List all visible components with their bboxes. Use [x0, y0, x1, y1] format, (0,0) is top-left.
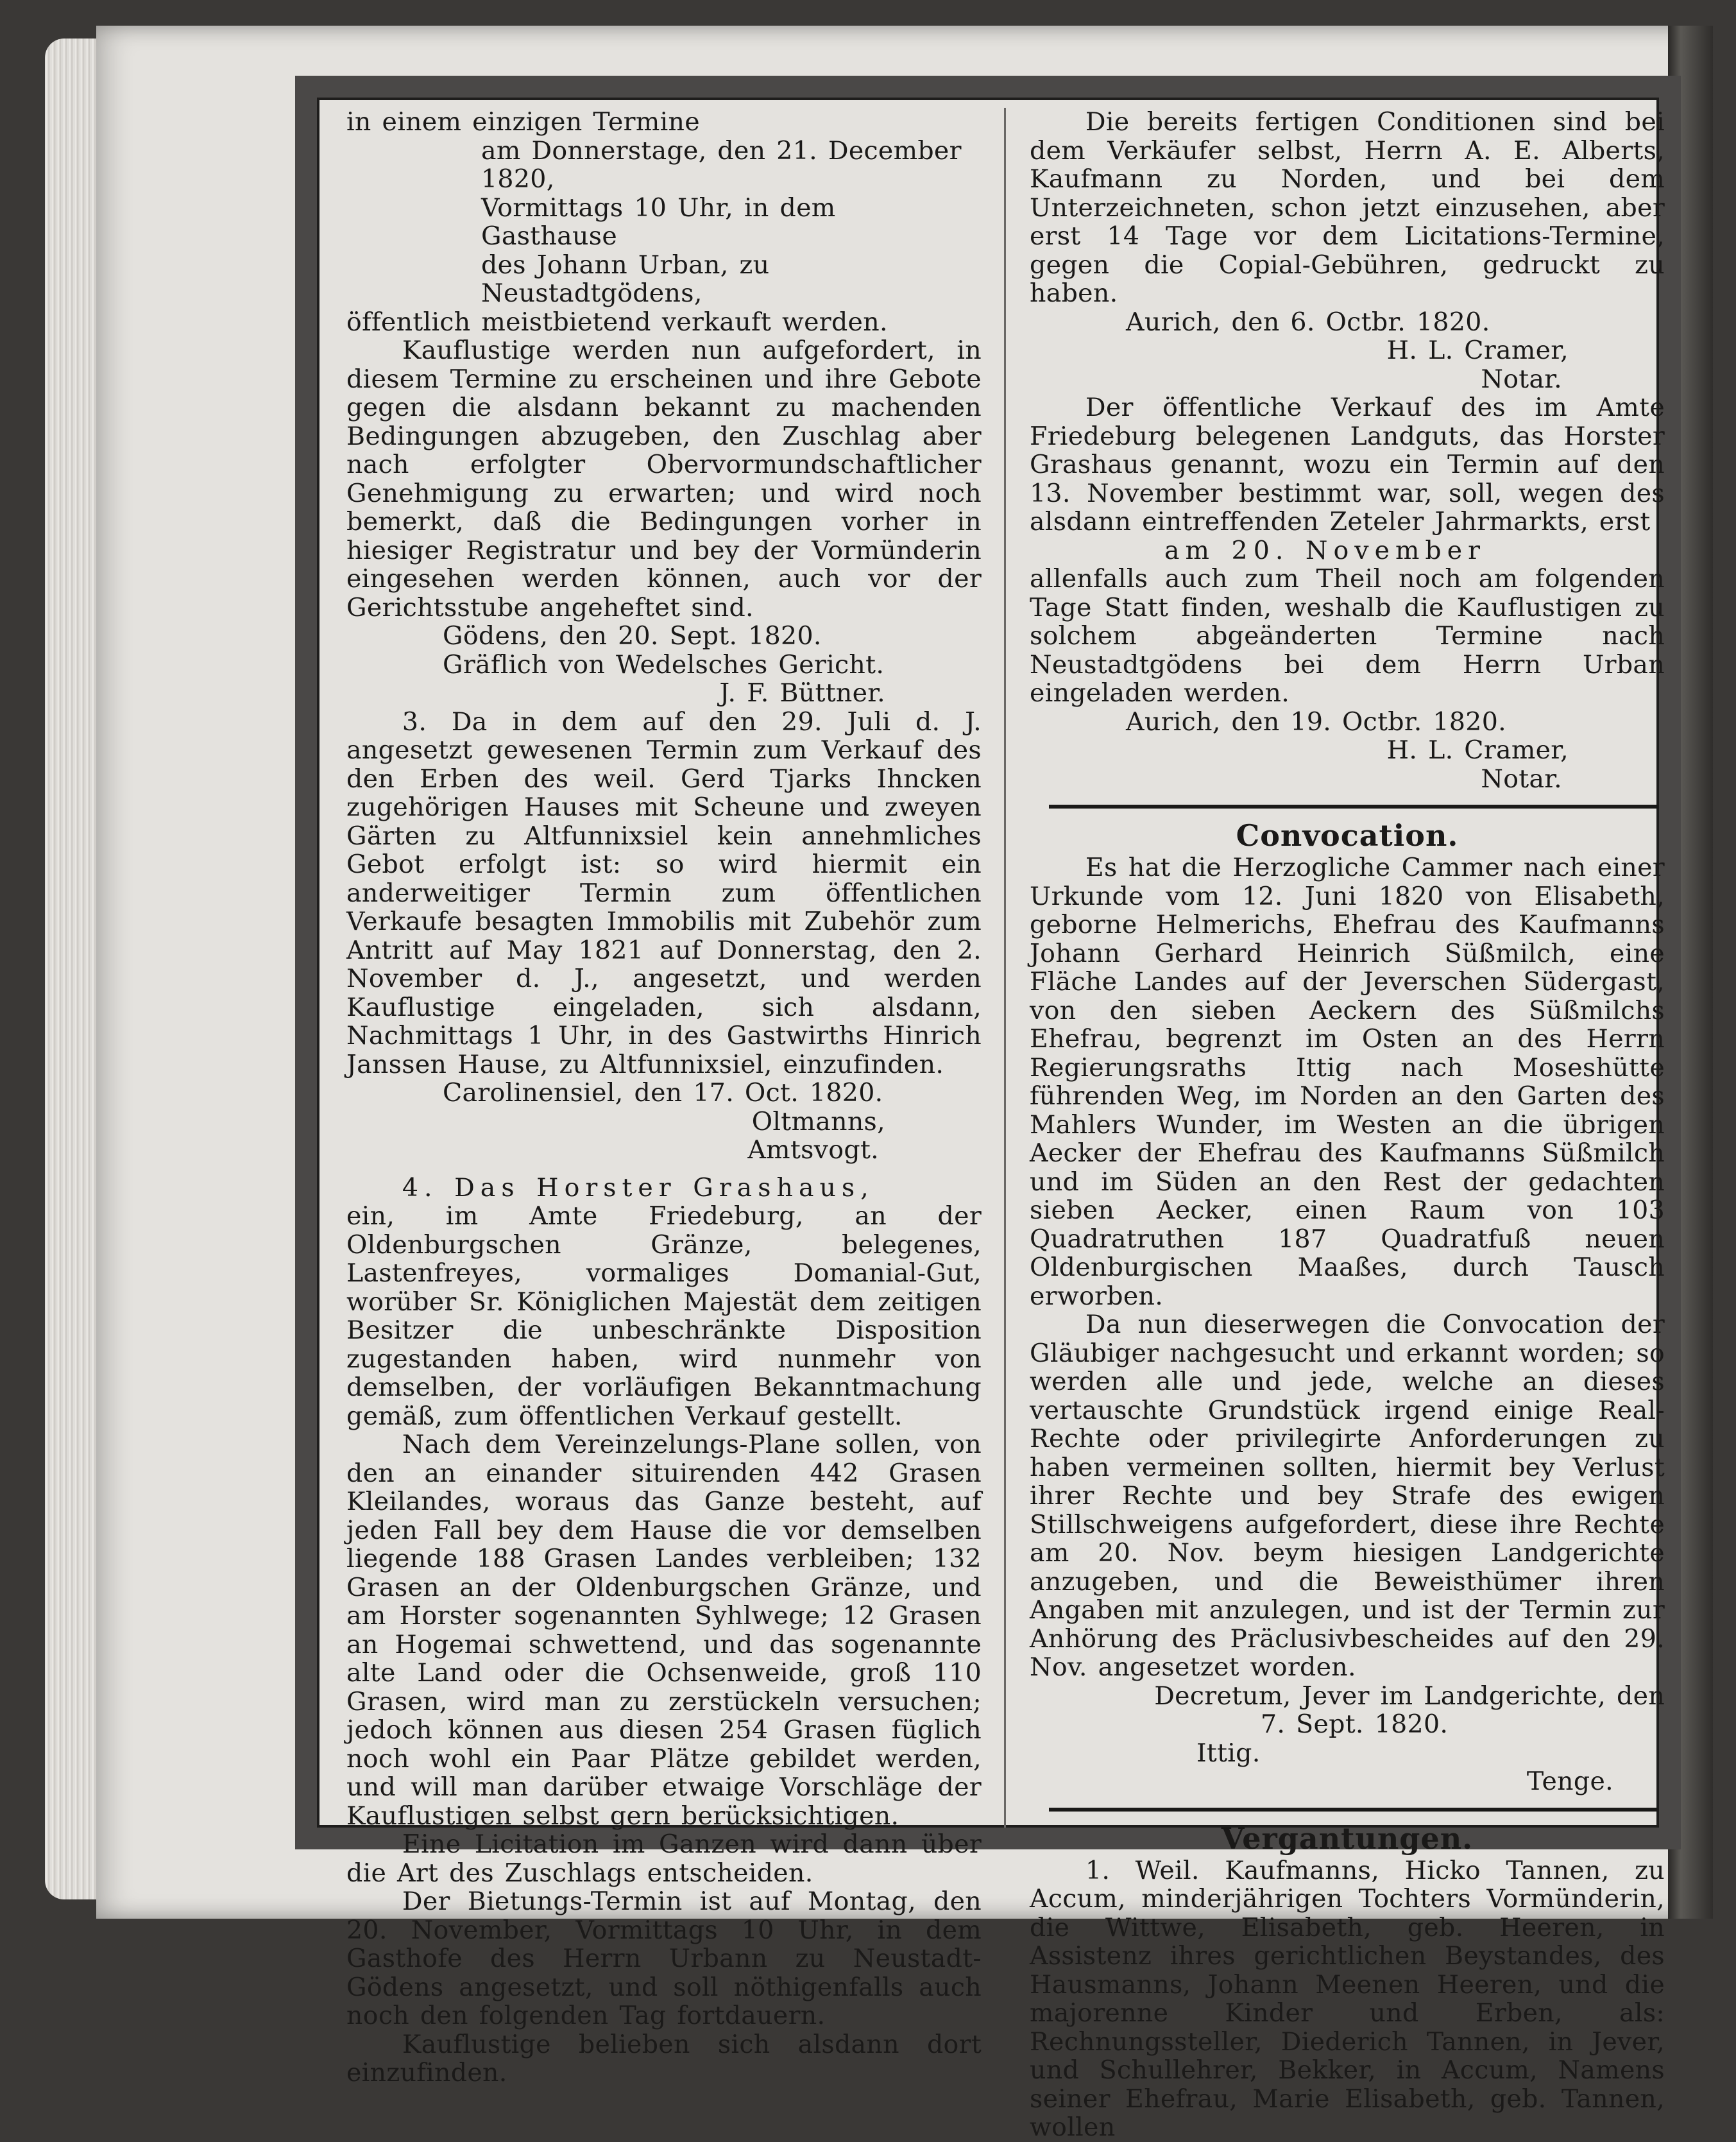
- paragraph: ein, im Amte Friedeburg, an der Oldenburgschen Gränze, belegenes, Lastenfreyes, vormaliges Domanial-Gut, worüber Sr. Königlichen Majestät dem zeitigen Besitzer die unbeschränkte Disposition zugestanden haben, wird nunmehr von demselben, der vorläufigen Bekanntmachung gemäß, zum öffentlichen Verkauf gestellt.: [346, 1201, 982, 1431]
- notice-lead: 4. Das Horster Grashaus,: [402, 1172, 874, 1203]
- paragraph: Eine Licitation im Ganzen wird dann über die Art des Zuschlags entscheiden.: [346, 1829, 982, 1888]
- section-heading-vergantungen: Vergantungen.: [1221, 1821, 1474, 1856]
- paragraph: 3. Da in dem auf den 29. Juli d. J. angesetzt gewesenen Termin zum Verkauf des den Erben des weil. Gerd Tjarks Ihncken zugehörigen Hauses mit Scheune und zweyen Gärten zu Altfunnixsiel kein annehmliches Gebot erfolgt ist: so wird hiermit ein anderweitiger Termin zum öffentlichen Verkaufe besagten Immobilis mit Zubehör zum Antritt auf May 1821 auf Donnerstag, den 2. November d. J., angesetzt, und werden Kauflustige eingeladen, sich alsdann, Nachmittags 1 Uhr, in des Gastwirths Hinrich Janssen Hause, zu Altfunnixsiel, einzufinden.: [346, 707, 982, 1079]
- signature: J. F. Büttner.: [719, 678, 885, 708]
- signature: H. L. Cramer,: [1386, 336, 1569, 365]
- paragraph: Kauflustige belieben sich alsdann dort einzufinden.: [346, 2029, 982, 2087]
- paragraph: Kauflustige werden nun aufgefordert, in diesem Termine zu erscheinen und ihre Gebote gegen die alsdann bekannt zu machenden Bedingungen abzugeben, den Zuschlag aber nach erfolgter Obervormundschaftlicher Genehmigung zu erwarten; und wird noch bemerkt, daß die Bedingungen vorher in hiesiger Registratur und bey der Vormünderin eingesehen werden können, auch vor der Gerichtsstube angeheftet sind.: [346, 336, 982, 622]
- paragraph: Der öffentliche Verkauf des im Amte Friedeburg belegenen Landguts, das Horster Grashaus genannt, wozu ein Termin auf den 13. November bestimmt war, soll, wegen des alsdann eintreffenden Zeteler Jahrmarkts, erst: [1030, 393, 1665, 536]
- signature: Oltmanns,: [751, 1106, 885, 1136]
- paragraph: Die bereits fertigen Conditionen sind bei dem Verkäufer selbst, Herrn A. E. Alberts, Kaufmann zu Norden, und bei dem Unterzeichneten, schon jetzt einzusehen, aber erst 14 Tage vor dem Licitations-Termine, gegen die Copial-Gebühren, gedruckt zu haben.: [1030, 107, 1665, 308]
- dateline: Aurich, den 19. Octbr. 1820.: [1126, 707, 1506, 737]
- dateline: 7. Sept. 1820.: [1261, 1709, 1449, 1739]
- date-line-emphasis: am 20. November: [1164, 535, 1486, 565]
- paragraph: Nach dem Vereinzelungs-Plane sollen, von den an einander situirenden 442 Grasen Kleilandes, woraus das Ganze besteht, auf jeden Fall bey dem Hause die vor demselben liegende 188 Grasen Landes verbleiben; 132 Grasen an der Oldenburgschen Gränze, und am Horster sogenannten Syhlwege; 12 Grasen an Hogemai schwettend, und das sogenannte alte Land oder die Ochsenweide, groß 110 Grasen, wird man zu zerstückeln versuchen; jedoch können aus diesen 254 Grasen füglich noch wohl ein Paar Plätze gebildet werden, und will man darüber etwaige Vorschläge der Kauflustigen selbst gern berücksichtigen.: [346, 1430, 982, 1831]
- text-line: am Donnerstage, den 21. December 1820,: [481, 135, 962, 194]
- paragraph: Da nun dieserwegen die Convocation der Gläubiger nachgesucht und erkannt worden; so werden alle und jede, welche an dieses vertauschte Grundstück irgend einige Real-Rechte oder privilegirte Anforderungen zu haben vermeinen sollten, hiermit bey Verlust ihrer Rechte und bey Strafe des ewigen Stillschweigens aufgefordert, diese ihre Rechte am 20. Nov. beym hiesigen Landgerichte anzugeben, und die Beweisthümer ihren Angaben mit anzulegen, und ist der Termin zur Anhörung des Präclusivbescheides auf den 29. Nov. angesetzet worden.: [1030, 1310, 1665, 1682]
- signature-title: Notar.: [1481, 764, 1562, 794]
- decretum-line: Decretum, Jever im Landgerichte, den: [1154, 1681, 1665, 1711]
- dateline: Aurich, den 6. Octbr. 1820.: [1126, 307, 1490, 337]
- paragraph: 1. Weil. Kaufmanns, Hicko Tannen, zu Accum, minderjährigen Tochters Vormünderin, die Wittwe, Elisabeth, geb. Heeren, in Assistenz ihres gerichtlichen Beystandes, des Hausmanns, Johann Meenen Heeren, und die majorenne Kinder und Erben, als: Rechnungssteller, Diederich Tannen, in Jever, und Schullehrer, Bekker, in Accum, Namens seiner Ehefrau, Marie Elisabeth, geb. Tannen, wollen: [1030, 1855, 1665, 2142]
- signature: Tenge.: [1526, 1767, 1613, 1796]
- section-rule: [1049, 805, 1658, 809]
- court-name: Gräflich von Wedelsches Gericht.: [443, 649, 885, 680]
- signature: H. L. Cramer,: [1386, 735, 1569, 765]
- dateline: Carolinensiel, den 17. Oct. 1820.: [443, 1078, 883, 1108]
- paragraph: Es hat die Herzogliche Cammer nach einer Urkunde vom 12. Juni 1820 von Elisabeth, geborne Helmerichs, Ehefrau des Kaufmanns Johann Gerhard Heinrich Süßmilch, eine Fläche Landes auf der Jeverschen Südergast, von den sieben Aeckern des Süßmilchs Ehefrau, begrenzt im Osten an des Herrn Regierungsraths Ittig nach Moseshütte führenden Weg, im Norden an den Garten des Mahlers Wunder, im Westen an die übrigen Aecker der Ehefrau des Kaufmanns Süßmilch und im Süden an den Rest der gedachten sieben Aecker, einen Raum von 103 Quadratruthen 187 Quadratfuß neuen Oldenburgischen Maaßes, durch Tausch erworben.: [1030, 853, 1665, 1311]
- signature: Ittig.: [1196, 1738, 1261, 1768]
- text-line: öffentlich meistbietend verkauft werden.: [346, 307, 888, 337]
- text-line: des Johann Urban, zu Neustadtgödens,: [481, 250, 770, 308]
- text-line: Vormittags 10 Uhr, in dem Gasthause: [481, 193, 836, 251]
- section-rule: [1049, 1808, 1658, 1812]
- signature-title: Notar.: [1481, 364, 1562, 394]
- paragraph: allenfalls auch zum Theil noch am folgenden Tage Statt finden, weshalb die Kauflustigen zu solchem abgeänderten Termine nach Neustadtgödens bei dem Herrn Urban eingeladen werden.: [1030, 564, 1665, 708]
- column-divider: [1004, 108, 1006, 1828]
- text-line: in einem einzigen Termine: [346, 107, 700, 137]
- paragraph: Der Bietungs-Termin ist auf Montag, den 20. November, Vormittags 10 Uhr, in dem Gasthofe des Herrn Urbann zu Neustadt-Gödens angesetzt, und soll nöthigenfalls auch noch den folgenden Tag fortdauern.: [346, 1887, 982, 2030]
- section-heading-convocation: Convocation.: [1236, 818, 1459, 853]
- left-column: [346, 107, 982, 2087]
- right-column: [1030, 107, 1665, 2142]
- dateline: Gödens, den 20. Sept. 1820.: [443, 621, 822, 651]
- signature-title: Amtsvogt.: [747, 1135, 879, 1165]
